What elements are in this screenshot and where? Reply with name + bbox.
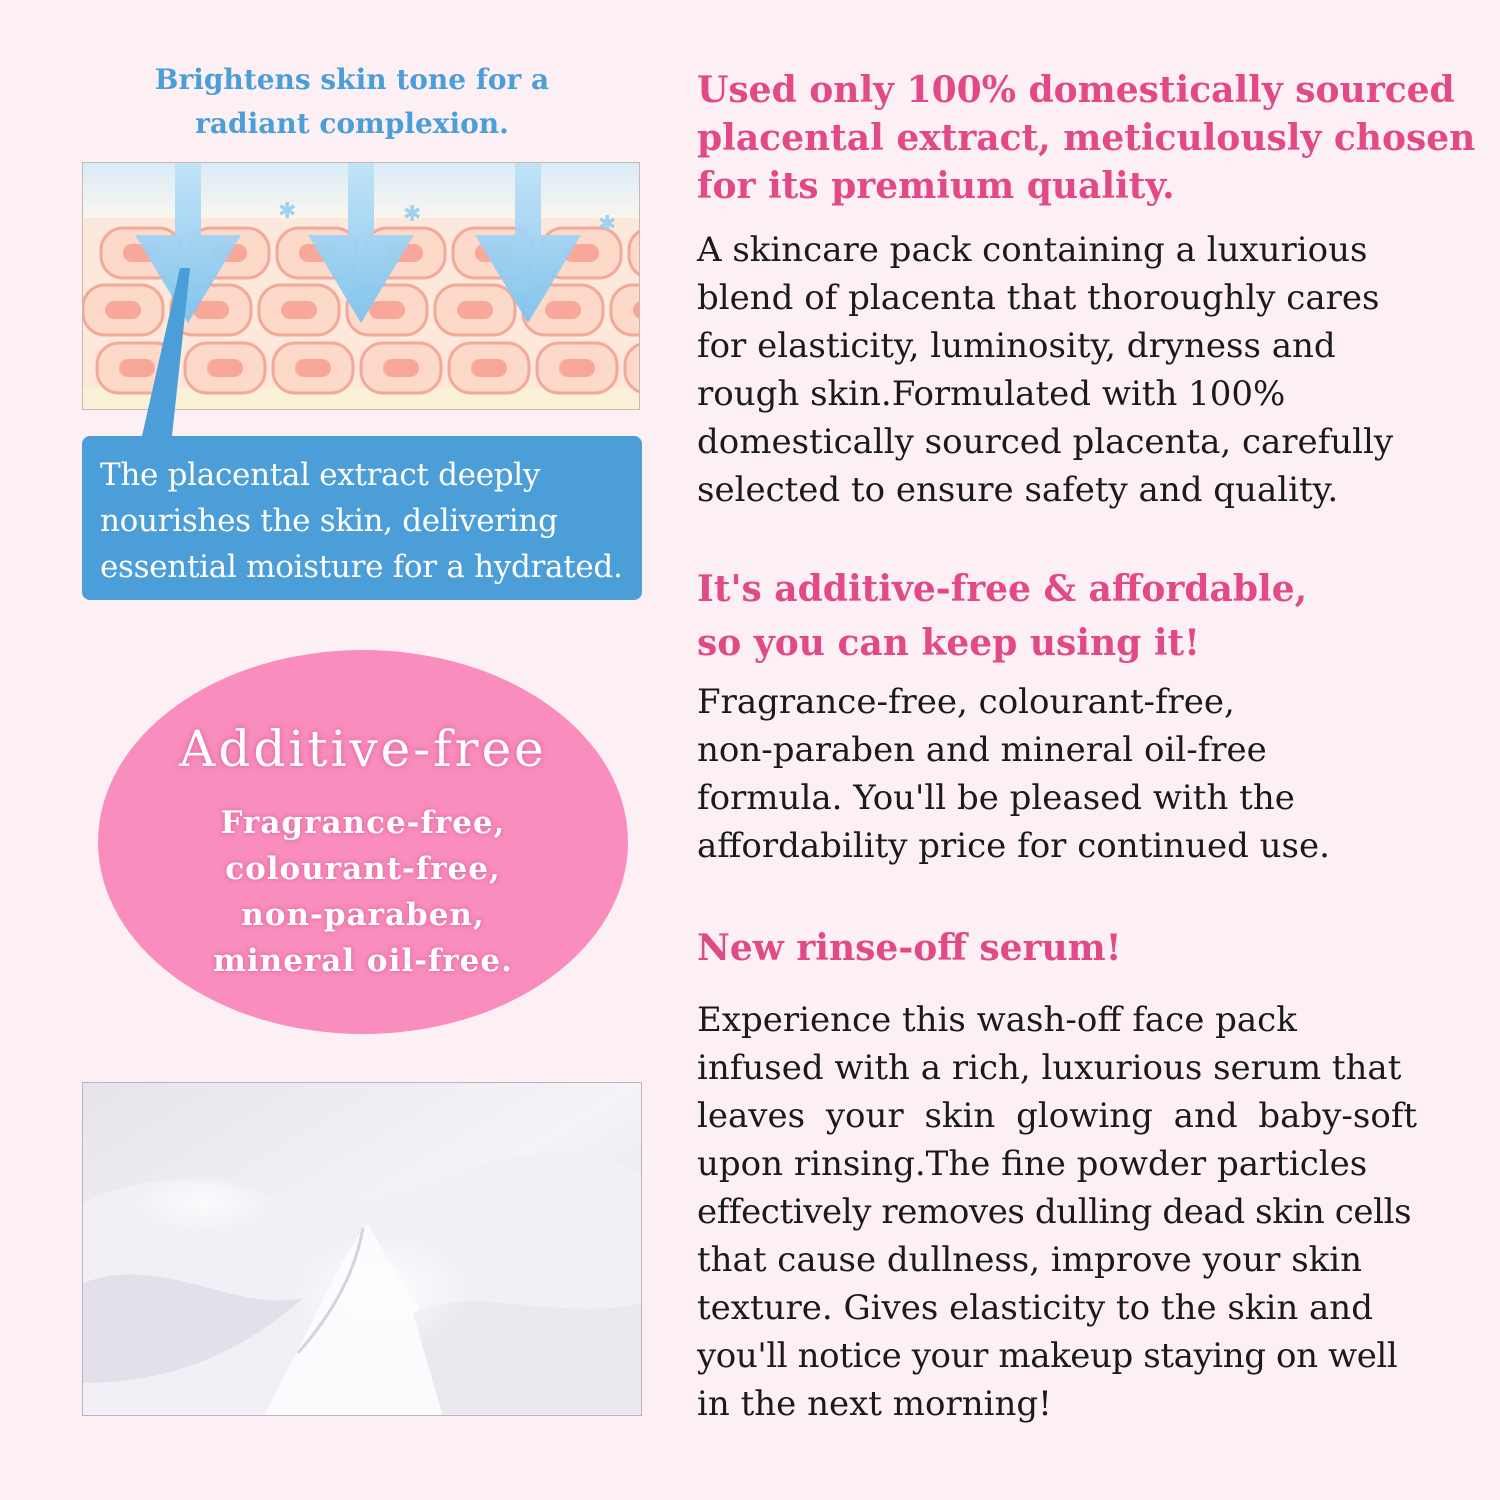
skin-cell-nucleus [383,359,419,377]
heading-line: New rinse-off serum! [697,927,1122,969]
body-line: for elasticity, luminosity, dryness and [697,326,1336,366]
heading-line: Used only 100% domestically sourced [697,69,1455,111]
body-line: infused with a rich, luxurious serum that [697,1048,1402,1088]
placenta-callout [82,436,642,600]
body-line: texture. Gives elasticity to the skin and [697,1288,1373,1328]
section-body-rinse-off [697,996,1417,1428]
svg-text:✱: ✱ [403,202,422,227]
body-line: formula. You'll be pleased with the [697,778,1295,818]
body-line: effectively removes dulling dead skin cells [697,1192,1412,1232]
skin-caption [82,58,622,146]
svg-text:✱: ✱ [278,199,297,224]
body-line: affordability price for continued use. [697,826,1330,866]
body-line: selected to ensure safety and quality. [697,470,1339,510]
body-line: leaves your skin glowing and baby-soft [697,1096,1418,1136]
section-body-additive-free [697,678,1330,870]
callout-pointer [82,230,222,440]
badge-line: Fragrance-free, [220,805,506,841]
section-heading-rinse-off [697,924,1122,972]
body-line: domestically sourced placenta, carefully [697,422,1394,462]
section-body-placenta [697,226,1393,514]
callout-line: essential moisture for a hydrated. [100,549,623,585]
body-line: blend of placenta that thoroughly cares [697,278,1380,318]
serum-cream-photo [82,1082,642,1416]
badge-lines [98,800,628,984]
heading-line: placental extract, meticulously chosen [697,117,1476,159]
body-line: you'll notice your makeup staying on well [697,1336,1398,1376]
skin-caption-line: Brightens skin tone for a [154,63,550,96]
callout-line: nourishes the skin, delivering [100,503,558,539]
body-line: Experience this wash-off face pack [697,1000,1297,1040]
skin-cell-nucleus [369,301,405,319]
section-heading-placenta [697,66,1475,210]
svg-text:✱: ✱ [598,212,617,237]
section-heading-additive-free [697,562,1307,670]
skin-cell-nucleus [545,301,581,319]
skin-cell-nucleus [559,359,595,377]
badge-line: colourant-free, [225,851,501,887]
heading-line: for its premium quality. [697,165,1175,207]
skin-cell-nucleus [457,301,493,319]
additive-free-badge [98,650,628,1034]
body-line: rough skin.Formulated with 100% [697,374,1286,414]
heading-line: so you can keep using it! [697,622,1200,664]
callout-line: The placental extract deeply [100,457,541,493]
body-line: that cause dullness, improve your skin [697,1240,1363,1280]
skin-cell-nucleus [295,359,331,377]
badge-line: non-paraben, [241,897,485,933]
body-line: A skincare pack containing a luxurious [697,230,1368,270]
skin-caption-line: radiant complexion. [195,107,509,140]
skin-cell-nucleus [281,301,317,319]
skin-cell-nucleus [471,359,507,377]
body-line: Fragrance-free, colourant-free, [697,682,1235,722]
body-line: non-paraben and mineral oil-free [697,730,1267,770]
badge-title: Additive-free [179,720,547,778]
body-line: in the next morning! [697,1384,1052,1424]
badge-line: mineral oil-free. [213,943,513,979]
heading-line: It's additive-free & affordable, [697,568,1308,610]
body-line: upon rinsing.The fine powder particles [697,1144,1368,1184]
